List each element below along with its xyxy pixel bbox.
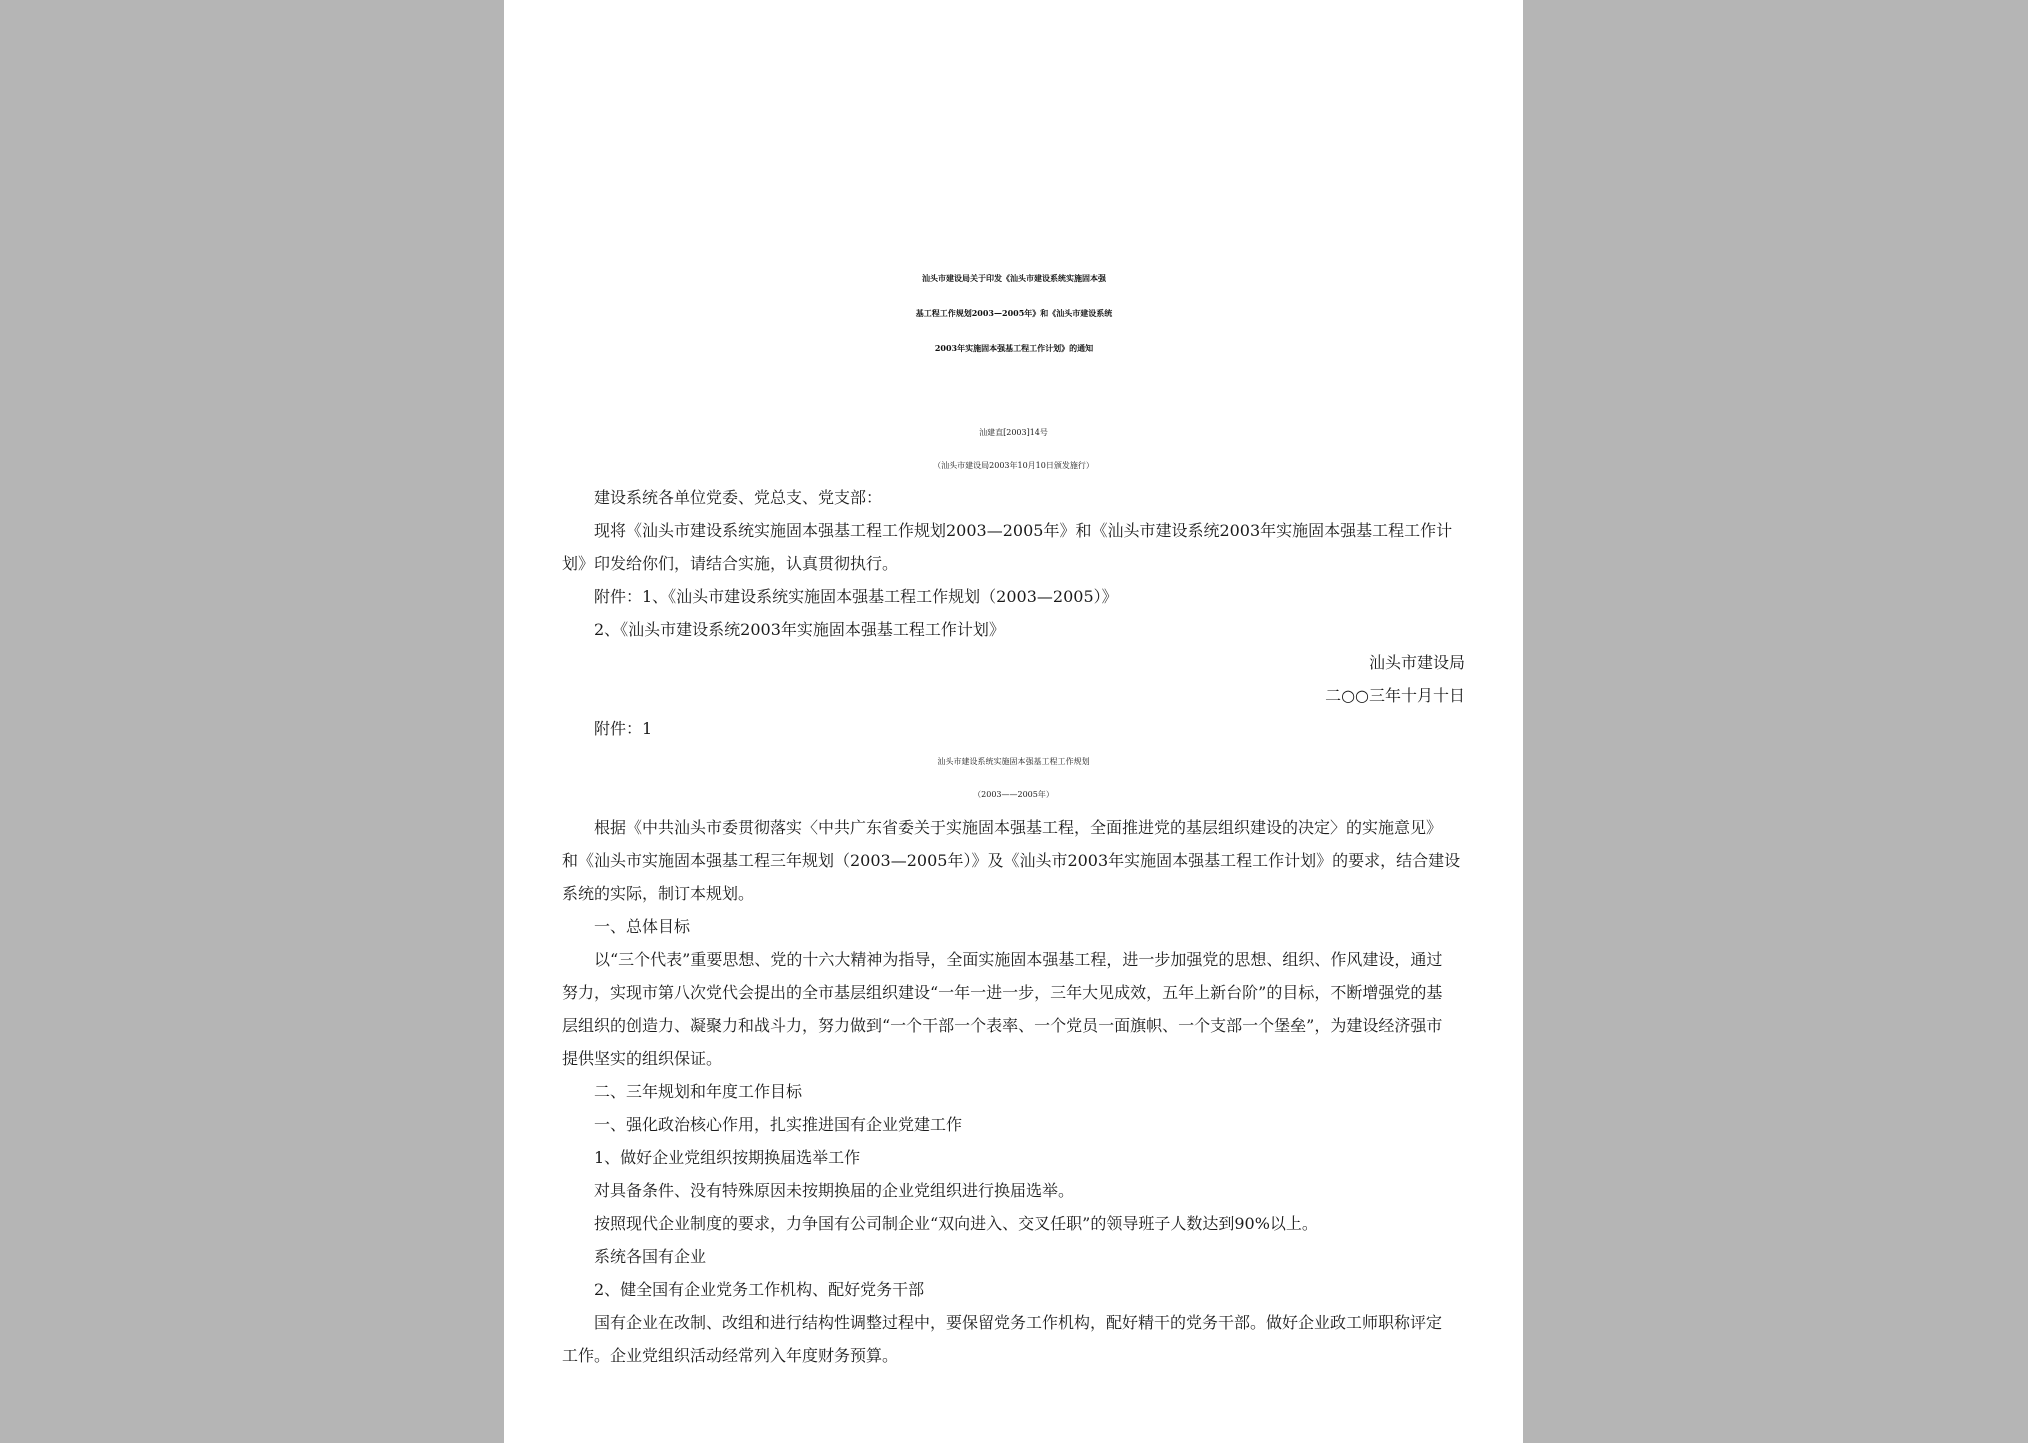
plan-title: 汕头市建设系统实施固本强基工程工作规划: [937, 757, 1090, 766]
signature-date: 二○○三年十月十日: [1325, 686, 1465, 705]
section-heading: 一、总体目标: [594, 917, 691, 936]
attachment-item: 2、《汕头市建设系统2003年实施固本强基工程工作计划》: [594, 620, 1005, 639]
body-text: 对具备条件、没有特殊原因未按期换届的企业党组织进行换届选举。: [594, 1181, 1075, 1200]
signature-org: 汕头市建设局: [1368, 653, 1465, 672]
issue-note: （汕头市建设局2003年10月10日颁发施行）: [933, 461, 1094, 470]
title-line: 基工程工作规划2003—2005年》和《汕头市建设系统: [915, 308, 1113, 318]
body-text: 提供坚实的组织保证。: [562, 1049, 723, 1068]
body-text: 根据《中共汕头市委贯彻落实〈中共广东省委关于实施固本强基工程，全面推进党的基层组织建设的决定〉的实施意见》: [594, 818, 1443, 837]
plan-years: （2003——2005年）: [973, 790, 1054, 799]
body-text: 系统各国有企业: [594, 1247, 707, 1266]
body-text: 和《汕头市实施固本强基工程三年规划（2003—2005年）》及《汕头市2003年实施固本强基工程工作计划》的要求，结合建设: [562, 851, 1461, 870]
subsection-heading: 一、强化政治核心作用，扎实推进国有企业党建工作: [594, 1115, 963, 1134]
intro-text: 现将《汕头市建设系统实施固本强基工程工作规划2003—2005年》和《汕头市建设系统2003年实施固本强基工程工作计: [594, 521, 1453, 540]
attachment-label: 附件：1: [594, 719, 653, 738]
body-text: 按照现代企业制度的要求，力争国有公司制企业“双向进入、交叉任职”的领导班子人数达到90%以上。: [594, 1214, 1318, 1233]
document-title: [554, 261, 1474, 366]
title-line: 2003年实施固本强基工程工作计划》的通知: [934, 343, 1094, 353]
body-text: 工作。企业党组织活动经常列入年度财务预算。: [562, 1346, 899, 1365]
title-line: 汕头市建设局关于印发《汕头市建设系统实施固本强: [922, 273, 1106, 283]
body-text: 以“三个代表”重要思想、党的十六大精神为指导，全面实施固本强基工程，进一步加强党的思想、组织、作风建设，通过: [594, 950, 1443, 969]
item-heading: 2、健全国有企业党务工作机构、配好党务干部: [594, 1280, 925, 1299]
body-text: 国有企业在改制、改组和进行结构性调整过程中，要保留党务工作机构，配好精干的党务干部。做好企业政工师职称评定: [594, 1313, 1443, 1332]
body-text: 系统的实际，制订本规划。: [562, 884, 755, 903]
section-heading: 二、三年规划和年度工作目标: [594, 1082, 803, 1101]
intro-text: 划》印发给你们，请结合实施，认真贯彻执行。: [562, 554, 899, 573]
document-page: [504, 0, 1523, 1443]
salutation: 建设系统各单位党委、党总支、党支部：: [594, 488, 883, 507]
body-text: 层组织的创造力、凝聚力和战斗力，努力做到“一个干部一个表率、一个党员一面旗帜、一个支部一个堡垒”，为建设经济强市: [562, 1016, 1443, 1035]
attachment-item: 附件：1、《汕头市建设系统实施固本强基工程工作规划（2003—2005）》: [594, 587, 1118, 606]
body-text: 努力，实现市第八次党代会提出的全市基层组织建设“一年一进一步，三年大见成效，五年上新台阶”的目标，不断增强党的基: [562, 983, 1443, 1002]
item-heading: 1、做好企业党组织按期换届选举工作: [594, 1148, 861, 1167]
doc-number: 汕建直[2003]14号: [979, 428, 1048, 437]
